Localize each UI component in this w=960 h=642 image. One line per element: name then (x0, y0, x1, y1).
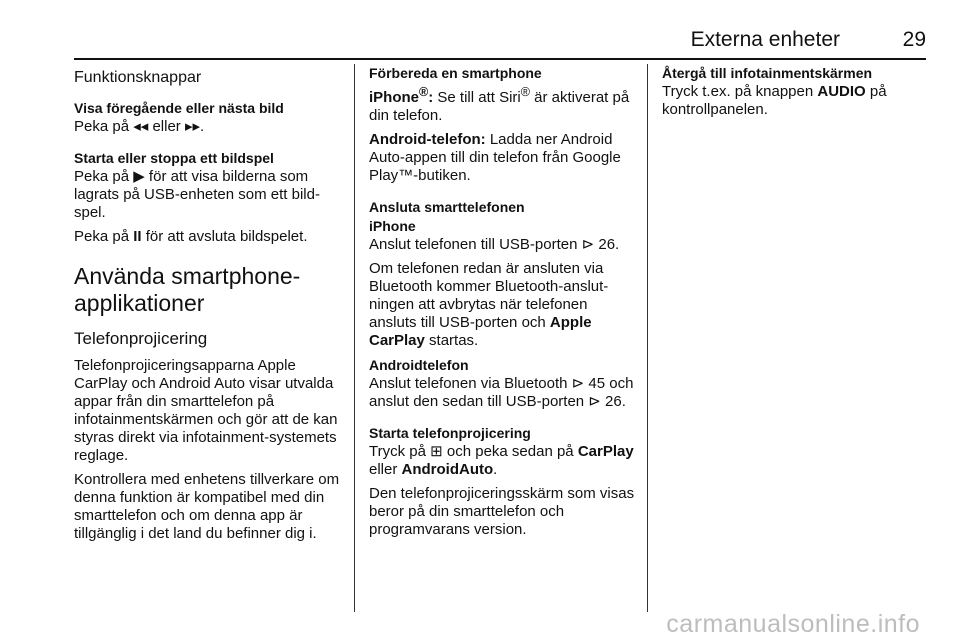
android-connect-text (369, 375, 637, 411)
text: på kontrollpanelen. (662, 83, 887, 118)
text: . (493, 461, 498, 478)
section-heading: Funktionsknappar (74, 69, 202, 86)
column-right (662, 64, 926, 125)
prepare-heading: Förbereda en smartphone (369, 65, 542, 81)
text: . (200, 118, 205, 135)
play-icon: ▶ (133, 168, 145, 185)
text: eller (369, 461, 402, 478)
chapter-title: Externa enheter (690, 28, 840, 51)
android-label: Android-telefon: (369, 131, 486, 148)
text: Peka på (74, 118, 134, 135)
header-rule (74, 58, 926, 60)
text: eller (148, 118, 185, 135)
start-text (74, 168, 342, 222)
screen-version-text: Den telefonprojiceringsskärm som visas beror på din smarttelefon och programvarans version. (369, 485, 635, 538)
iphone-bluetooth-text (369, 260, 637, 350)
text: Se till att Siri (433, 89, 521, 106)
text: 45 och anslut den sedan till USB-porten (369, 375, 634, 410)
connect-heading: Ansluta smarttelefonen (369, 199, 525, 215)
text: Tryck t.ex. på knappen (662, 83, 818, 100)
text: 26. (594, 236, 620, 253)
paragraph: Telefonprojiceringsapparna Apple CarPlay och Android Auto visar utvalda appar från din smarttelefon på infotainmentskärmen och gör att de kan styras direkt via infotainment-systemets reglage. (74, 357, 338, 464)
pause-icon: II (133, 228, 142, 245)
paragraph: Kontrollera med enhetens tillverkare om denna funktion är kompatibel med din smarttelefon och om denna app är tillgänglig i det land du befinner dig i. (74, 471, 340, 542)
page-ref-icon: ⊳ (571, 375, 585, 392)
iphone-subheading: iPhone (369, 218, 416, 234)
subchapter-heading: Telefonprojicering (74, 329, 208, 348)
column-divider (647, 64, 648, 612)
page-header (74, 24, 926, 60)
page-number: 29 (902, 28, 926, 51)
registered-mark: ® (419, 85, 429, 99)
prev-next-heading: Visa föregående eller nästa bild (74, 100, 284, 116)
text: Tryck på (369, 443, 431, 460)
column-divider (354, 64, 355, 612)
text: och peka sedan på (442, 443, 578, 460)
column-middle (369, 64, 637, 545)
start-projection-heading: Starta telefonprojicering (369, 425, 531, 441)
androidauto-label: AndroidAuto (401, 461, 494, 478)
fast-forward-icon: ▸▸ (184, 118, 201, 135)
text: Anslut telefonen till USB-porten (369, 236, 582, 253)
column-left (74, 64, 342, 549)
page-ref-icon: ⊳ (588, 393, 601, 410)
pause-text (74, 228, 342, 246)
text: Peka på (74, 168, 134, 185)
iphone-connect-text (369, 236, 637, 254)
prev-next-text (74, 118, 342, 136)
chapter-heading: Använda smartphone-applikationer (74, 263, 301, 316)
watermark: carmanualsonline.info (666, 610, 920, 638)
return-text (662, 83, 926, 119)
text: startas. (424, 332, 479, 349)
android-subheading: Androidtelefon (369, 357, 469, 373)
text: Anslut telefonen via Bluetooth (369, 375, 572, 392)
iphone-label: iPhone (369, 89, 420, 106)
page-ref-icon: ⊳ (581, 236, 595, 253)
text: Peka på (74, 228, 134, 245)
text: : (428, 89, 434, 106)
text: Ladda ner Android Auto-appen till din telefon från Google Play™-butiken. (369, 131, 621, 184)
iphone-prepare-text (369, 83, 637, 125)
text: 26. (600, 393, 626, 410)
return-heading: Återgå till infotainmentskärmen (662, 65, 873, 81)
text: för att avsluta bildspelet. (141, 228, 308, 245)
text: är aktiverat på din telefon. (369, 89, 630, 124)
audio-button-label: AUDIO (817, 83, 866, 100)
registered-mark: ® (520, 85, 530, 99)
text: Om telefonen redan är ansluten via Bluetooth kommer Bluetooth-anslut-ningen att avbrytas när telefonen ansluts till USB-porten och (369, 260, 609, 331)
carplay-label: CarPlay (577, 443, 634, 460)
start-projection-text (369, 443, 637, 479)
rewind-icon: ◂◂ (133, 118, 149, 135)
grid-icon: ⊞ (430, 443, 443, 460)
text: för att visa bilderna som lagrats på USB-enheten som ett bild-spel. (74, 168, 320, 221)
start-stop-heading: Starta eller stoppa ett bildspel (74, 150, 274, 166)
apple-carplay-label: Apple CarPlay (369, 314, 592, 349)
android-prepare-text (369, 131, 637, 185)
